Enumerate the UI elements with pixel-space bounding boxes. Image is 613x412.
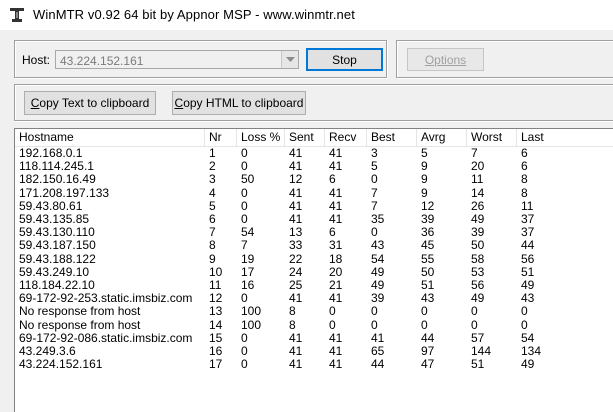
cell-avrg: 12 xyxy=(421,198,435,213)
cell-best: 49 xyxy=(371,264,385,279)
table-row[interactable] xyxy=(15,239,613,252)
table-row[interactable] xyxy=(15,358,613,371)
options-button[interactable] xyxy=(407,48,484,71)
cell-sent: 33 xyxy=(289,238,303,253)
window-title: WinMTR v0.92 64 bit by Appnor MSP - www.winmtr.net xyxy=(33,7,355,22)
cell-loss: 0 xyxy=(241,291,248,306)
cell-nr: 7 xyxy=(209,225,216,240)
cell-loss: 19 xyxy=(241,251,255,266)
cell-sent: 25 xyxy=(289,278,303,292)
table-row[interactable] xyxy=(15,253,613,266)
cell-worst: 53 xyxy=(471,264,485,279)
cell-nr: 4 xyxy=(209,185,216,200)
cell-worst: 20 xyxy=(471,159,485,174)
cell-avrg: 9 xyxy=(421,172,428,187)
cell-nr: 15 xyxy=(209,330,223,345)
cell-sent: 41 xyxy=(289,357,303,372)
cell-nr: 6 xyxy=(209,212,216,226)
cell-worst: 49 xyxy=(471,212,485,226)
cell-worst: 0 xyxy=(471,304,478,319)
cell-recv: 6 xyxy=(329,172,336,187)
cell-hostname: 59.43.80.61 xyxy=(19,198,83,213)
cell-best: 0 xyxy=(371,225,378,240)
cell-sent: 8 xyxy=(289,304,296,319)
cell-last: 43 xyxy=(521,291,535,306)
cell-hostname: 59.43.249.10 xyxy=(19,264,90,279)
cell-recv: 18 xyxy=(329,251,343,266)
cell-hostname: 118.114.245.1 xyxy=(19,159,94,174)
cell-nr: 13 xyxy=(209,304,223,319)
winmtr-app-icon xyxy=(9,7,25,23)
cell-nr: 17 xyxy=(209,357,223,372)
column-header-worst[interactable]: Worst xyxy=(467,129,517,146)
cell-last: 8 xyxy=(521,172,528,187)
cell-sent: 12 xyxy=(289,172,303,187)
cell-avrg: 5 xyxy=(421,146,428,160)
table-row[interactable] xyxy=(15,279,613,292)
cell-recv: 41 xyxy=(329,291,343,306)
cell-loss: 54 xyxy=(241,225,255,240)
cell-avrg: 0 xyxy=(421,304,428,319)
cell-last: 8 xyxy=(521,185,528,200)
cell-sent: 41 xyxy=(289,159,303,174)
host-label: Host: xyxy=(22,53,51,67)
cell-hostname: 43.249.3.6 xyxy=(19,344,76,358)
cell-nr: 2 xyxy=(209,159,216,174)
results-header xyxy=(15,129,613,147)
cell-worst: 26 xyxy=(471,198,485,213)
table-row[interactable] xyxy=(15,173,613,186)
cell-nr: 9 xyxy=(209,251,216,266)
cell-best: 39 xyxy=(371,291,385,306)
cell-last: 49 xyxy=(521,278,535,292)
cell-avrg: 55 xyxy=(421,251,435,266)
cell-loss: 0 xyxy=(241,198,248,213)
cell-best: 0 xyxy=(371,304,378,319)
cell-hostname: 59.43.130.110 xyxy=(19,225,95,240)
cell-worst: 39 xyxy=(471,225,485,240)
cell-loss: 0 xyxy=(241,357,248,372)
cell-hostname: 69-172-92-253.static.imsbiz.com xyxy=(19,291,193,306)
cell-avrg: 97 xyxy=(421,344,435,358)
cell-nr: 16 xyxy=(209,344,223,358)
cell-recv: 31 xyxy=(329,238,343,253)
cell-last: 0 xyxy=(521,317,528,332)
cell-best: 44 xyxy=(371,357,385,372)
title-bar xyxy=(0,0,613,30)
cell-nr: 8 xyxy=(209,238,216,253)
cell-hostname: 182.150.16.49 xyxy=(19,172,96,187)
cell-worst: 50 xyxy=(471,238,485,253)
cell-best: 7 xyxy=(371,185,378,200)
cell-nr: 10 xyxy=(209,264,223,279)
table-row[interactable] xyxy=(15,305,613,318)
column-header-loss[interactable]: Loss % xyxy=(237,129,285,146)
cell-recv: 0 xyxy=(329,317,336,332)
table-row[interactable] xyxy=(15,292,613,305)
cell-worst: 14 xyxy=(471,185,485,200)
column-header-best[interactable]: Best xyxy=(367,129,417,146)
cell-worst: 56 xyxy=(471,278,485,292)
copy-html-label: Copy HTML to clipboard xyxy=(174,96,304,110)
cell-avrg: 50 xyxy=(421,264,435,279)
cell-last: 37 xyxy=(521,225,535,240)
cell-hostname: 59.43.187.150 xyxy=(19,238,96,253)
cell-loss: 100 xyxy=(241,304,262,319)
cell-recv: 41 xyxy=(329,146,343,160)
cell-worst: 144 xyxy=(471,344,492,358)
cell-loss: 7 xyxy=(241,238,248,253)
cell-hostname: 118.184.22.10 xyxy=(19,278,95,292)
cell-recv: 0 xyxy=(329,304,336,319)
cell-loss: 0 xyxy=(241,212,248,226)
cell-last: 6 xyxy=(521,159,528,174)
cell-best: 49 xyxy=(371,278,385,292)
column-header-nr[interactable]: Nr xyxy=(205,129,237,146)
cell-recv: 6 xyxy=(329,225,336,240)
cell-nr: 3 xyxy=(209,172,216,187)
cell-recv: 41 xyxy=(329,159,343,174)
cell-nr: 5 xyxy=(209,198,216,213)
cell-loss: 0 xyxy=(241,344,248,358)
cell-worst: 7 xyxy=(471,146,478,160)
table-row[interactable] xyxy=(15,345,613,358)
cell-nr: 14 xyxy=(209,317,223,332)
stop-button[interactable]: Stop xyxy=(306,48,383,71)
cell-hostname: No response from host xyxy=(19,304,141,319)
table-row[interactable] xyxy=(15,332,613,345)
cell-best: 54 xyxy=(371,251,385,266)
cell-best: 3 xyxy=(371,146,378,160)
cell-last: 49 xyxy=(521,357,535,372)
results-list[interactable] xyxy=(14,128,613,412)
column-header-avrg[interactable]: Avrg xyxy=(417,129,467,146)
table-row[interactable] xyxy=(15,200,613,213)
cell-loss: 16 xyxy=(241,278,255,292)
cell-last: 37 xyxy=(521,212,535,226)
cell-worst: 51 xyxy=(471,357,485,372)
cell-worst: 58 xyxy=(471,251,485,266)
table-row[interactable] xyxy=(15,160,613,173)
cell-recv: 20 xyxy=(329,264,343,279)
table-row[interactable] xyxy=(15,266,613,279)
copy-text-label: Copy Text to clipboard xyxy=(30,96,150,110)
cell-last: 56 xyxy=(521,251,535,266)
table-row[interactable] xyxy=(15,226,613,239)
cell-loss: 0 xyxy=(241,185,248,200)
cell-nr: 11 xyxy=(209,278,222,292)
cell-best: 0 xyxy=(371,317,378,332)
cell-hostname: 171.208.197.133 xyxy=(19,185,110,200)
cell-avrg: 39 xyxy=(421,212,435,226)
cell-loss: 0 xyxy=(241,146,248,160)
cell-hostname: No response from host xyxy=(19,317,141,332)
table-row[interactable] xyxy=(15,187,613,200)
cell-sent: 41 xyxy=(289,344,303,358)
cell-worst: 57 xyxy=(471,330,485,345)
cell-last: 44 xyxy=(521,238,535,253)
cell-nr: 12 xyxy=(209,291,223,306)
cell-worst: 49 xyxy=(471,291,485,306)
table-row[interactable] xyxy=(15,213,613,226)
cell-recv: 41 xyxy=(329,344,343,358)
cell-hostname: 43.224.152.161 xyxy=(19,357,103,372)
cell-sent: 41 xyxy=(289,330,303,345)
cell-avrg: 45 xyxy=(421,238,435,253)
cell-recv: 41 xyxy=(329,330,343,345)
cell-sent: 41 xyxy=(289,291,303,306)
cell-sent: 13 xyxy=(289,225,303,240)
cell-sent: 22 xyxy=(289,251,303,266)
cell-last: 6 xyxy=(521,146,528,160)
cell-loss: 0 xyxy=(241,330,248,345)
chevron-down-icon[interactable] xyxy=(281,51,298,68)
column-header-sent[interactable]: Sent xyxy=(285,129,325,146)
cell-best: 5 xyxy=(371,159,378,174)
cell-avrg: 9 xyxy=(421,185,428,200)
cell-best: 41 xyxy=(371,330,385,345)
cell-best: 43 xyxy=(371,238,385,253)
cell-hostname: 69-172-92-086.static.imsbiz.com xyxy=(19,330,193,345)
cell-avrg: 0 xyxy=(421,317,428,332)
cell-recv: 41 xyxy=(329,357,343,372)
cell-last: 134 xyxy=(521,344,542,358)
cell-avrg: 9 xyxy=(421,159,428,174)
cell-avrg: 47 xyxy=(421,357,435,372)
host-value: 43.224.152.161 xyxy=(60,54,144,68)
cell-hostname: 192.168.0.1 xyxy=(19,146,83,160)
cell-sent: 41 xyxy=(289,198,303,213)
cell-best: 7 xyxy=(371,198,378,213)
cell-avrg: 44 xyxy=(421,330,435,345)
cell-sent: 41 xyxy=(289,146,303,160)
cell-sent: 8 xyxy=(289,317,296,332)
cell-avrg: 43 xyxy=(421,291,435,306)
cell-hostname: 59.43.188.122 xyxy=(19,251,96,266)
cell-last: 51 xyxy=(521,264,535,279)
table-row[interactable] xyxy=(15,147,613,160)
cell-worst: 11 xyxy=(471,172,484,187)
column-header-last[interactable]: Last xyxy=(521,130,544,144)
cell-best: 0 xyxy=(371,172,378,187)
column-header-recv[interactable]: Recv xyxy=(325,129,367,146)
cell-recv: 41 xyxy=(329,198,343,213)
cell-last: 11 xyxy=(521,198,534,213)
cell-sent: 41 xyxy=(289,185,303,200)
cell-last: 54 xyxy=(521,330,535,345)
cell-recv: 41 xyxy=(329,185,343,200)
cell-best: 65 xyxy=(371,344,385,358)
cell-last: 0 xyxy=(521,304,528,319)
cell-sent: 41 xyxy=(289,212,303,226)
cell-worst: 0 xyxy=(471,317,478,332)
cell-recv: 21 xyxy=(329,278,343,292)
column-header-hostname[interactable]: Hostname xyxy=(15,129,205,146)
cell-avrg: 51 xyxy=(421,278,435,292)
host-combobox[interactable] xyxy=(55,50,299,69)
cell-nr: 1 xyxy=(209,146,216,160)
table-row[interactable] xyxy=(15,319,613,332)
cell-hostname: 59.43.135.85 xyxy=(19,212,90,226)
cell-sent: 24 xyxy=(289,264,303,279)
cell-loss: 50 xyxy=(241,172,255,187)
cell-loss: 0 xyxy=(241,159,248,174)
options-label: Options xyxy=(424,52,467,67)
copy-text-button[interactable] xyxy=(24,91,156,115)
cell-avrg: 36 xyxy=(421,225,435,240)
cell-recv: 41 xyxy=(329,212,343,226)
copy-html-button[interactable] xyxy=(172,91,306,115)
cell-best: 35 xyxy=(371,212,385,226)
cell-loss: 100 xyxy=(241,317,262,332)
cell-loss: 17 xyxy=(241,264,255,279)
